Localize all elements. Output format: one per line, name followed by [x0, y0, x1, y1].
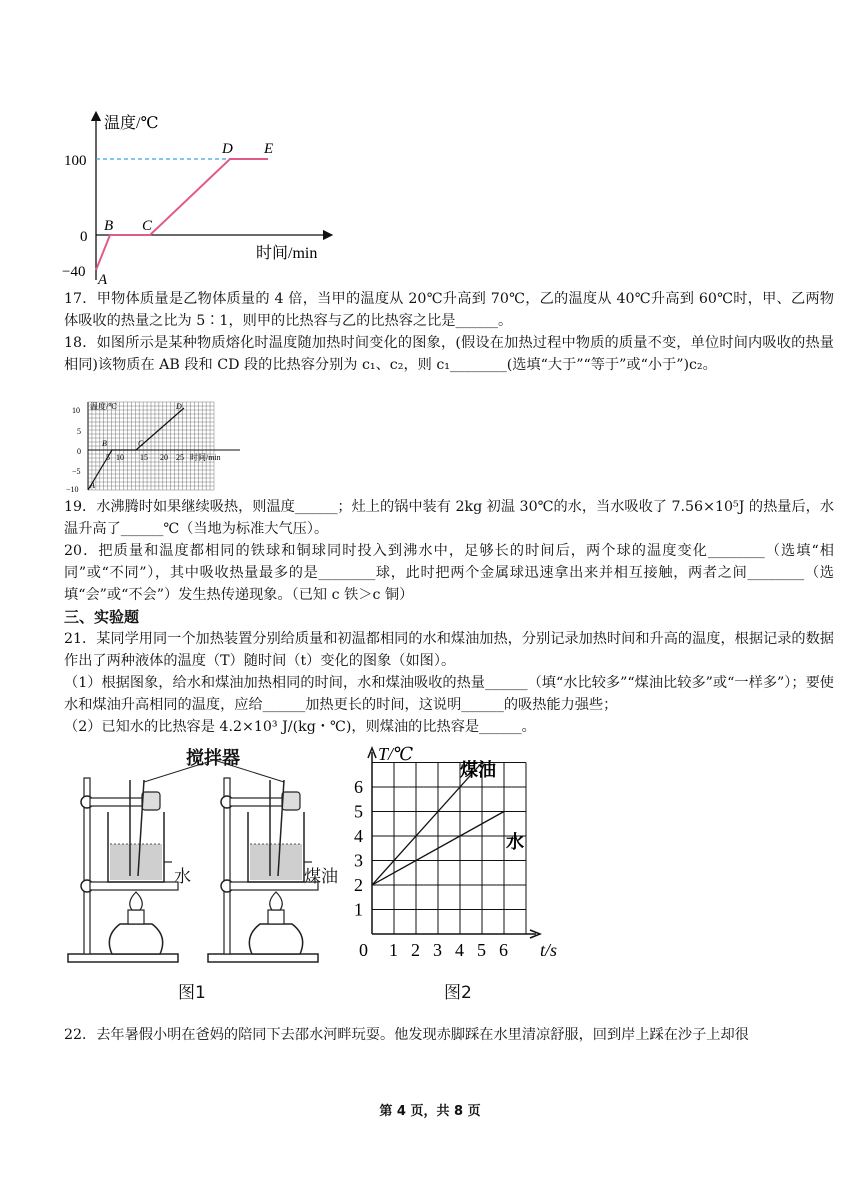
page-footer: 第 4 页，共 8 页	[379, 1104, 481, 1119]
section-title-experiment: 三、实验题	[64, 608, 140, 626]
figure-2-ytick: 4	[354, 826, 363, 846]
chart-2-point-C: C	[138, 439, 144, 448]
chart-1-curve	[96, 159, 268, 270]
figure-2-xtick: 6	[499, 940, 508, 960]
figure-2-ytick: 2	[354, 875, 363, 895]
chart-2-ylabel: 温度/℃	[90, 402, 118, 411]
figure-2-ytick: 1	[354, 899, 363, 920]
chart-1-point-A: A	[98, 272, 108, 288]
chart-1-xlabel: 时间/min	[256, 245, 318, 262]
question-18: 18．如图所示是某种物质熔化时温度随加热时间变化的图象，(假设在加热过程中物质的质量不变，单位时间内吸收的热量相同)该物质在 AB 段和 CD 段的比热容分别为 c₁、c₂，则 c₁________(选填“大于”“等于”或“小于”)c₂。	[64, 335, 834, 373]
question-19: 19．水沸腾时如果继续吸热，则温度______；灶上的锅中装有 2kg 初温 30℃的水，当水吸收了 7.56×10⁵J 的热量后，水温升高了______℃（当地为标准大气压）。	[64, 499, 835, 537]
question-21-part-1: （1）根据图象，给水和煤油加热相同的时间，水和煤油吸收的热量______（填“水比较多”“煤油比较多”或“一样多”）；要使水和煤油升高相同的温度，应给______加热更长的时间，这说明______的吸热能力强些；	[64, 675, 834, 713]
figure-2-temperature-chart	[340, 744, 580, 966]
question-17: 17．甲物体质量是乙物体质量的 4 倍，当甲的温度从 20℃升高到 70℃，乙的温度从 40℃升高到 60℃时，甲、乙两物体吸收的热量之比为 5∶1，则甲的比热容与乙的比热容之比是______。	[64, 291, 834, 329]
chart-2-xlabel: 时间/min	[190, 453, 221, 462]
chart-2-xtick-5: 5	[106, 453, 110, 462]
question-22: 22．去年暑假小明在爸妈的陪同下去邵水河畔玩耍。他发现赤脚踩在水里清凉舒服，回到岸上踩在沙子上却很	[64, 1027, 749, 1043]
chart-1-point-C: C	[142, 218, 153, 234]
question-21-intro: 21．某同学用同一个加热装置分别给质量和初温都相同的水和煤油加热，分别记录加热时间和升高的温度，根据记录的数据作出了两种液体的温度（T）随时间（t）变化的图象（如图）。	[64, 631, 834, 669]
chart-1-point-D: D	[222, 141, 233, 157]
figure-2-ytick: 3	[354, 850, 363, 871]
chart-2-curve	[88, 408, 184, 490]
series-label-kerosene: 煤油	[460, 760, 496, 781]
series-label-water: 水	[506, 832, 524, 853]
chart-2-ytick-neg5: −5	[72, 467, 81, 476]
chart-1-point-B: B	[104, 218, 114, 234]
figure-2-caption: 图2	[444, 983, 472, 1003]
chart-2-melting-grid	[62, 400, 242, 494]
chart-1-melting-curve	[58, 108, 348, 288]
chart-2-grid	[88, 402, 214, 490]
question-21-part-2: （2）已知水的比热容是 4.2×10³ J/(kg・℃)，则煤油的比热容是______。	[64, 719, 536, 735]
figure-2-xtick: 5	[477, 940, 486, 960]
figure-2-ytick: 6	[354, 777, 363, 797]
chart-2-ytick-10: 10	[72, 406, 80, 415]
kerosene-label: 煤油	[304, 867, 338, 887]
figure-1-heating-apparatus	[64, 740, 364, 970]
figure-2-ytick: 5	[354, 801, 363, 822]
figure-2-xtick: 3	[433, 940, 442, 960]
chart-2-point-A: A	[90, 481, 95, 490]
chart-1-point-E: E	[264, 141, 274, 157]
apparatus-right	[208, 778, 318, 962]
figure-2-grid	[372, 763, 526, 935]
chart-2-ytick-0: 0	[77, 447, 81, 456]
water-label: 水	[174, 867, 191, 887]
question-20: 20．把质量和温度都相同的铁球和铜球同时投入到沸水中，足够长的时间后，两个球的温度变化________（选填“相同”或“不同”），其中吸收热量最多的是________球，此时把两个金属球迅速拿出来并相互接触，两者之间________（选填“会”或“不会”）发生热传递现象。（已知 c 铁＞c 铜）	[64, 543, 834, 603]
chart-1-ytick-0: 0	[80, 229, 88, 245]
chart-2-xtick-15: 15	[140, 453, 148, 462]
figure-1-caption: 图1	[178, 983, 206, 1003]
chart-2-xtick-25: 25	[176, 453, 184, 462]
chart-2-xtick-20: 20	[160, 453, 168, 462]
chart-2-point-D: D	[176, 402, 182, 411]
chart-1-ytick-100: 100	[64, 153, 87, 169]
figure-2-xlabel: t/s	[540, 940, 558, 960]
chart-2-xtick-10: 10	[116, 453, 124, 462]
stirrer-label: 搅拌器	[186, 748, 240, 769]
chart-2-point-B: B	[102, 439, 107, 448]
figure-2-xtick: 1	[389, 940, 398, 960]
chart-1-ytick-neg40: −40	[62, 264, 86, 280]
figure-2-xtick: 4	[455, 940, 464, 960]
chart-1-ylabel: 温度/℃	[104, 115, 159, 132]
apparatus-left	[68, 778, 178, 962]
chart-2-ytick-neg10: −10	[66, 485, 79, 494]
figure-2-ylabel: T/℃	[378, 744, 414, 764]
chart-2-ytick-5: 5	[77, 427, 81, 436]
figure-2-xtick: 2	[411, 940, 420, 960]
figure-2-xtick: 0	[359, 940, 368, 960]
